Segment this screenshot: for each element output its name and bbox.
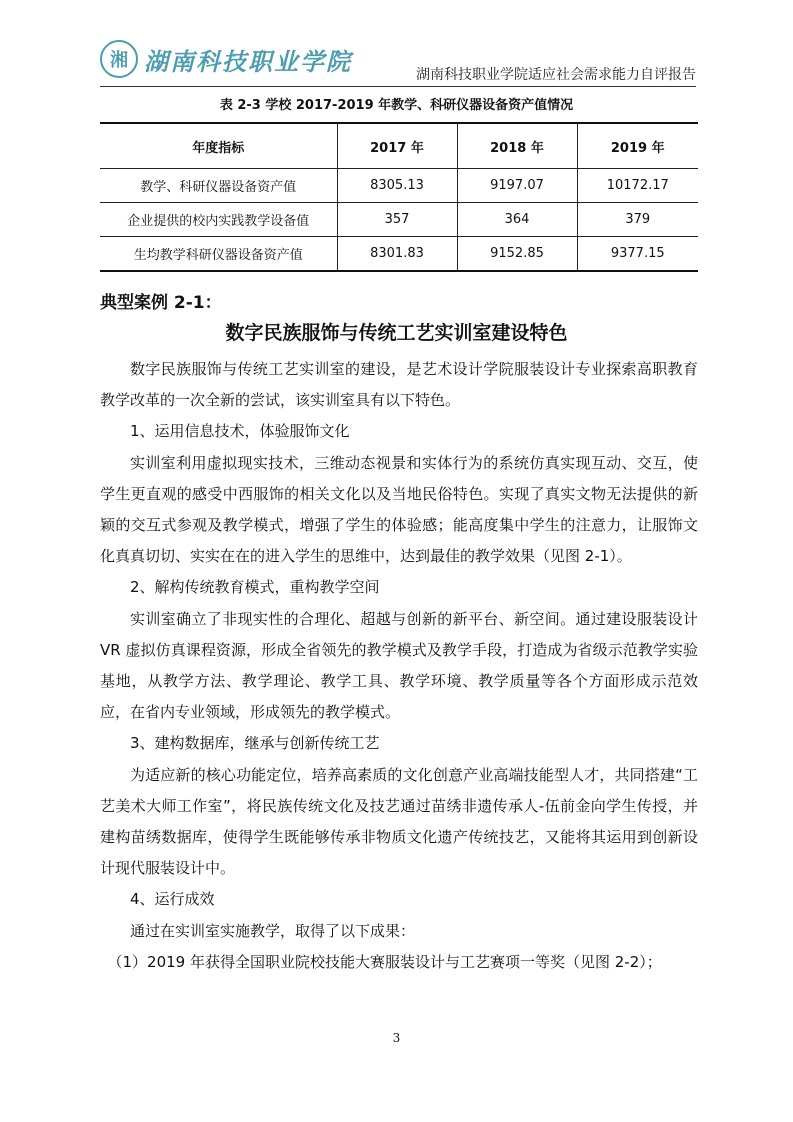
- school-logo-text: 湖南科技职业学院: [144, 46, 352, 76]
- body-paragraph: 实训室确立了非现实性的合理化、超越与创新的新平台、新空间。通过建设服装设计 VR 虚拟仿真课程资源，形成全省领先的教学模式及教学手段，打造成为省级示范教学实验基地，从教学方法、教学理论、教学工具、教学环境、教学质量等各个方面形成示范效应，在省内专业领域，形成领先的教学模式。: [100, 609, 698, 722]
- list-item: （1）2019 年获得全国职业院校技能大赛服装设计与工艺赛项一等奖（见图 2-2）；: [107, 952, 662, 971]
- intro-paragraph: 数字民族服饰与传统工艺实训室的建设，是艺术设计学院服装设计专业探索高职教育教学改革的一次全新的尝试，该实训室具有以下特色。: [100, 360, 698, 410]
- table-cell: 379: [577, 203, 698, 237]
- table-cell: 教学、科研仪器设备资产值: [100, 169, 337, 203]
- table-cell: 357: [337, 203, 457, 237]
- table-cell: 企业提供的校内实践教学设备值: [100, 203, 337, 237]
- table-cell: 8301.83: [337, 237, 457, 272]
- table-cell: 9152.85: [457, 237, 577, 272]
- table-cell: 9377.15: [577, 237, 698, 272]
- body-paragraph: 通过在实训室实施教学，取得了以下成果：: [130, 921, 416, 940]
- header-cell: 2018 年: [457, 123, 577, 169]
- table-row: [100, 203, 698, 237]
- table-row: [100, 237, 698, 272]
- table-cell: 364: [457, 203, 577, 237]
- report-title: 湖南科技职业学院适应社会需求能力自评报告: [416, 67, 696, 83]
- body-paragraph: 为适应新的核心功能定位，培养高素质的文化创意产业高端技能型人才，共同搭建“工艺美术大师工作室”，将民族传统文化及技艺通过苗绣非遗传承人-伍前金向学生传授，并建构苗绣数据库，使得学生既能够传承非物质文化遗产传统技艺，又能将其运用到创新设计现代服装设计中。: [100, 765, 698, 878]
- table-header-row: [100, 123, 698, 169]
- table-cell: 生均教学科研仪器设备资产值: [100, 237, 337, 272]
- header-cell: 2017 年: [337, 123, 457, 169]
- equipment-asset-table: [100, 122, 698, 272]
- section-heading: 4、运行成效: [130, 890, 215, 909]
- table-row: [100, 169, 698, 203]
- case-title: 数字民族服饰与传统工艺实训室建设特色: [225, 322, 568, 344]
- table-cell: 9197.07: [457, 169, 577, 203]
- case-body: [100, 354, 698, 978]
- page-number: 3: [392, 1031, 401, 1045]
- body-paragraph: 实训室利用虚拟现实技术，三维动态视景和实体行为的系统仿真实现互动、交互，使学生更直观的感受中西服饰的相关文化以及当地民俗特色。实现了真实文物无法提供的新颖的交互式参观及教学模式，增强了学生的体验感；能高度集中学生的注意力，让服饰文化真真切切、实实在在的进入学生的思维中，达到最佳的教学效果（见图 2-1）。: [100, 453, 698, 566]
- header-cell: 年度指标: [100, 123, 337, 169]
- section-heading: 3、建构数据库，继承与创新传统工艺: [130, 734, 380, 753]
- header-divider: [100, 86, 696, 87]
- table-cell: 8305.13: [337, 169, 457, 203]
- table-cell: 10172.17: [577, 169, 698, 203]
- header-cell: 2019 年: [577, 123, 698, 169]
- case-label: 典型案例 2-1：: [100, 293, 222, 313]
- section-heading: 1、运用信息技术，体验服饰文化: [130, 422, 350, 441]
- page-header: [100, 40, 696, 88]
- section-heading: 2、解构传统教育模式，重构教学空间: [130, 578, 380, 597]
- school-emblem-icon: 湘: [100, 40, 138, 78]
- school-logo: [100, 40, 352, 78]
- table-caption: 表 2-3 学校 2017-2019 年教学、科研仪器设备资产值情况: [219, 98, 574, 113]
